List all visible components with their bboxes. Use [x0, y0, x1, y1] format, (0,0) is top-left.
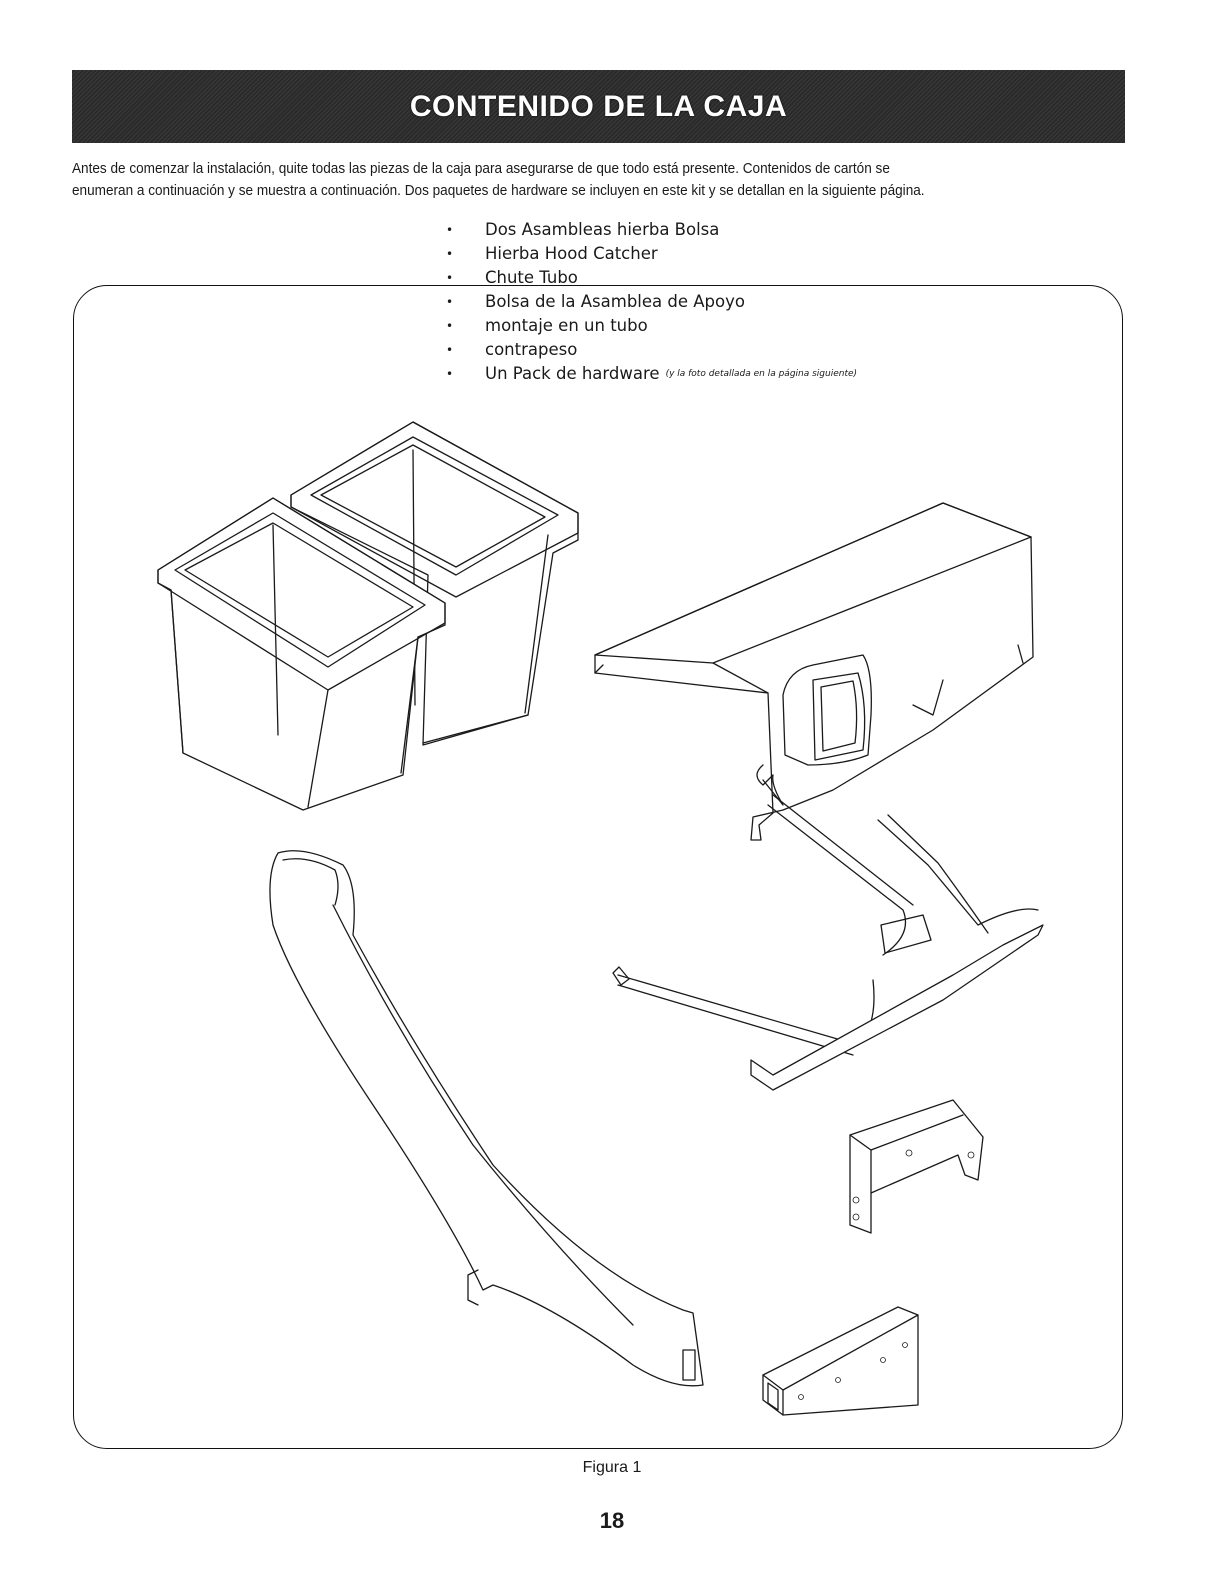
bullet: •	[446, 223, 454, 237]
list-item	[440, 242, 857, 266]
bullet: •	[446, 295, 454, 309]
list-item-text: Bolsa de la Asamblea de Apoyo	[485, 292, 745, 311]
section-title: CONTENIDO DE LA CAJA	[409, 89, 788, 123]
bullet: •	[446, 367, 454, 381]
hood-catcher-drawing	[595, 503, 1033, 840]
bullet: •	[446, 271, 454, 285]
section-banner	[72, 70, 1125, 143]
intro-paragraph	[72, 158, 1058, 202]
figure-caption: Figura 1	[582, 1459, 642, 1476]
intro-line-2: enumeran a continuación y se muestra a continuación. Dos paquetes de hardware se incluyen en este kit y se detallan en la siguiente página.	[72, 183, 925, 199]
bullet: •	[446, 343, 454, 357]
list-item-note: (y la foto detallada en la página siguiente)	[665, 369, 858, 379]
mounting-tube-drawing	[850, 1100, 983, 1233]
page-number: 18	[599, 1508, 625, 1533]
bullet: •	[446, 247, 454, 261]
list-item-text: montaje en un tubo	[485, 316, 648, 335]
list-item-text: Dos Asambleas hierba Bolsa	[485, 220, 720, 239]
list-item-text: Chute Tubo	[485, 268, 578, 287]
list-item	[440, 218, 857, 242]
list-item-text: Hierba Hood Catcher	[485, 244, 658, 263]
chute-tube-drawing	[270, 851, 703, 1386]
bag-support-assembly-drawing	[613, 765, 1043, 1090]
counterweight-drawing	[763, 1307, 918, 1415]
list-item-text: contrapeso	[485, 340, 578, 359]
parts-illustration	[73, 285, 1123, 1449]
bullet: •	[446, 319, 454, 333]
list-item-text: Un Pack de hardware	[485, 364, 660, 383]
intro-line-1: Antes de comenzar la instalación, quite todas las piezas de la caja para asegurarse de que todo está presente. Contenidos de cartón se	[72, 161, 890, 177]
